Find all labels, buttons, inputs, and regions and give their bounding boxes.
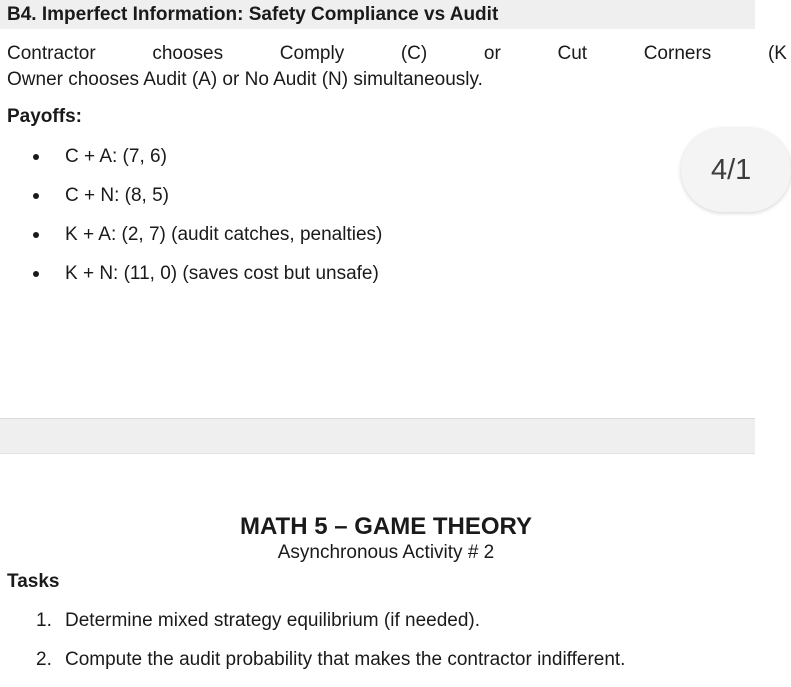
tasks-heading: Tasks [7,571,60,592]
document-page-2 [0,454,755,685]
intro-word: (C) [400,43,428,64]
intro-word: Comply [279,43,345,64]
bullet-icon [33,193,39,199]
task-text: Compute the audit probability that makes the contractor indifferent. [65,649,626,670]
task-text: Determine mixed strategy equilibrium (if needed). [65,610,481,631]
intro-word: Contractor [7,43,96,64]
payoff-text: C + N: (8, 5) [65,185,169,206]
page-separator [0,419,755,454]
payoff-text: C + A: (7, 6) [65,146,167,167]
intro-word: (K [767,43,787,64]
task-number: 1. [36,610,52,631]
intro-word: or [483,43,501,64]
payoffs-heading: Payoffs: [7,106,82,127]
task-number: 2. [36,649,52,670]
bullet-icon [33,154,39,160]
intro-line-1 [7,42,787,66]
bullet-icon [33,271,39,277]
page-indicator[interactable]: 4/1 [681,128,791,212]
document-title: MATH 5 – GAME THEORY [239,513,533,540]
section-title: B4. Imperfect Information: Safety Compliance vs Audit [0,0,755,29]
intro-word: Cut [557,43,588,64]
payoff-text: K + A: (2, 7) (audit catches, penalties) [65,224,383,245]
payoff-text: K + N: (11, 0) (saves cost but unsafe) [65,263,379,284]
intro-line-2: Owner chooses Audit (A) or No Audit (N) simultaneously. [7,69,483,90]
intro-word: Corners [643,43,712,64]
document-subtitle: Asynchronous Activity # 2 [277,542,495,563]
bullet-icon [33,232,39,238]
intro-word: chooses [152,43,224,64]
